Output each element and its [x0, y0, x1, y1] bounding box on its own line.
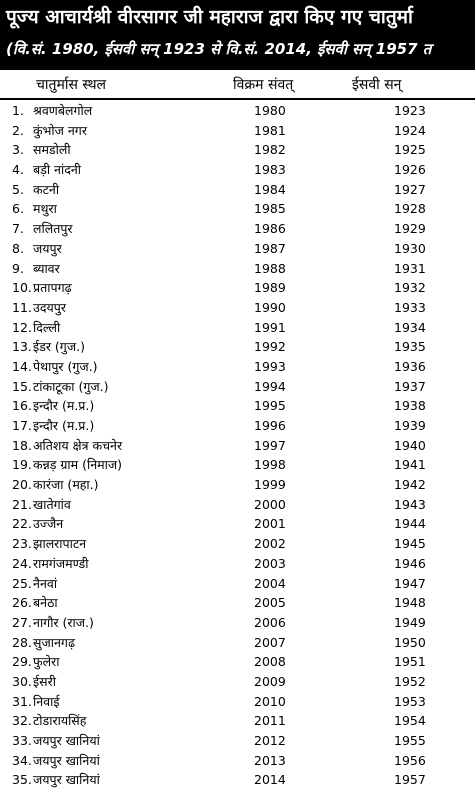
page-title: पूज्य आचार्यश्री वीरसागर जी महाराज द्वारा किए गए चातुर्मा	[6, 6, 413, 28]
row-vikram-samvat: 1988	[254, 260, 286, 276]
row-isvi-san: 1934	[394, 319, 426, 335]
row-place: जयपुर खानियां	[33, 772, 100, 788]
row-vikram-samvat: 2004	[254, 575, 286, 591]
table-row	[0, 416, 475, 436]
row-place: समडोली	[33, 142, 71, 158]
table-row	[0, 593, 475, 613]
row-place: नैनवां	[33, 575, 58, 591]
table-row	[0, 770, 475, 790]
row-isvi-san: 1927	[394, 181, 426, 197]
row-place: टोडारायसिंह	[33, 713, 87, 729]
row-number: 15.	[12, 378, 32, 394]
row-place: जयपुर	[33, 240, 62, 256]
row-vikram-samvat: 1991	[254, 319, 286, 335]
row-place: कुंभोज नगर	[33, 122, 87, 138]
row-place: जयपुर खानियां	[33, 752, 100, 768]
row-number: 10.	[12, 280, 32, 296]
table-row	[0, 239, 475, 259]
row-isvi-san: 1948	[394, 595, 426, 611]
table-row	[0, 396, 475, 416]
table-row	[0, 259, 475, 279]
table-row	[0, 613, 475, 633]
row-vikram-samvat: 2003	[254, 555, 286, 571]
row-isvi-san: 1924	[394, 122, 426, 138]
row-vikram-samvat: 1981	[254, 122, 286, 138]
row-place: मथुरा	[33, 201, 57, 217]
table-row	[0, 357, 475, 377]
row-place: खातेगांव	[33, 496, 71, 512]
column-header-place: चातुर्मास स्थल	[36, 77, 107, 93]
row-vikram-samvat: 1993	[254, 358, 286, 374]
row-isvi-san: 1938	[394, 398, 426, 414]
table-row	[0, 318, 475, 338]
row-number: 34.	[12, 752, 32, 768]
row-isvi-san: 1940	[394, 437, 426, 453]
row-number: 28.	[12, 634, 32, 650]
header-banner	[0, 0, 475, 70]
row-isvi-san: 1935	[394, 339, 426, 355]
row-vikram-samvat: 2006	[254, 614, 286, 630]
row-vikram-samvat: 1999	[254, 477, 286, 493]
table-row	[0, 101, 475, 121]
table-row	[0, 377, 475, 397]
row-isvi-san: 1944	[394, 516, 426, 532]
row-isvi-san: 1939	[394, 418, 426, 433]
table-row	[0, 278, 475, 298]
row-place: नागौर (राज.)	[33, 614, 94, 630]
row-number: 25.	[12, 575, 32, 591]
row-number: 33.	[12, 733, 32, 748]
row-number: 5.	[12, 181, 24, 197]
row-place: बड़ी नांदनी	[33, 162, 82, 178]
row-isvi-san: 1933	[394, 299, 426, 315]
row-place: प्रतापगढ़	[33, 280, 72, 296]
table-row	[0, 731, 475, 751]
row-vikram-samvat: 1987	[254, 240, 286, 256]
row-isvi-san: 1932	[394, 280, 426, 296]
row-isvi-san: 1946	[394, 555, 426, 571]
table-body	[0, 101, 475, 790]
table-row	[0, 436, 475, 456]
row-place: इन्दौर (म.प्र.)	[33, 398, 95, 414]
row-isvi-san: 1930	[394, 240, 426, 256]
row-number: 17.	[12, 418, 32, 433]
table-row	[0, 455, 475, 475]
row-vikram-samvat: 2010	[254, 693, 286, 709]
row-isvi-san: 1928	[394, 201, 426, 217]
row-vikram-samvat: 1994	[254, 378, 286, 394]
row-number: 7.	[12, 221, 24, 237]
row-place: ईसरी	[33, 673, 56, 689]
row-place: कारंजा (महा.)	[33, 477, 99, 493]
row-vikram-samvat: 2012	[254, 733, 286, 748]
row-place: फुलेरा	[33, 654, 60, 670]
row-number: 11.	[12, 299, 32, 315]
row-place: ललितपुर	[33, 221, 73, 237]
row-number: 32.	[12, 713, 32, 729]
table-row	[0, 672, 475, 692]
table-row	[0, 692, 475, 712]
row-isvi-san: 1943	[394, 496, 426, 512]
row-vikram-samvat: 1983	[254, 162, 286, 178]
row-number: 26.	[12, 595, 32, 611]
row-number: 13.	[12, 339, 32, 355]
row-isvi-san: 1957	[394, 772, 426, 788]
row-isvi-san: 1936	[394, 358, 426, 374]
row-place: उदयपुर	[33, 299, 66, 315]
row-isvi-san: 1926	[394, 162, 426, 178]
table-row	[0, 514, 475, 534]
row-isvi-san: 1929	[394, 221, 426, 237]
row-number: 16.	[12, 398, 32, 414]
table-row	[0, 751, 475, 771]
row-isvi-san: 1925	[394, 142, 426, 158]
page-subtitle: (वि.सं. 1980, ईसवी सन् 1923 से वि.सं. 2014, ईसवी सन् 1957 त	[6, 40, 432, 58]
table-row	[0, 534, 475, 554]
row-place: इन्दौर (म.प्र.)	[33, 418, 95, 433]
row-vikram-samvat: 1997	[254, 437, 286, 453]
row-isvi-san: 1942	[394, 477, 426, 493]
row-vikram-samvat: 1995	[254, 398, 286, 414]
row-vikram-samvat: 1986	[254, 221, 286, 237]
table-row	[0, 574, 475, 594]
row-number: 21.	[12, 496, 32, 512]
row-number: 22.	[12, 516, 32, 532]
row-place: पेथापुर (गुज.)	[33, 358, 98, 374]
table-row	[0, 121, 475, 141]
row-vikram-samvat: 1998	[254, 457, 286, 473]
row-isvi-san: 1953	[394, 693, 426, 709]
row-place: अतिशय क्षेत्र कचनेर	[33, 437, 123, 453]
table-row	[0, 337, 475, 357]
row-isvi-san: 1951	[394, 654, 426, 670]
row-place: कटनी	[33, 181, 60, 197]
row-number: 4.	[12, 162, 24, 178]
row-vikram-samvat: 2013	[254, 752, 286, 768]
table-row	[0, 711, 475, 731]
table-row	[0, 495, 475, 515]
row-vikram-samvat: 2002	[254, 536, 286, 552]
row-number: 2.	[12, 122, 24, 138]
row-isvi-san: 1956	[394, 752, 426, 768]
row-isvi-san: 1950	[394, 634, 426, 650]
row-vikram-samvat: 1980	[254, 103, 286, 118]
table-row	[0, 633, 475, 653]
row-vikram-samvat: 2014	[254, 772, 286, 788]
table-row	[0, 554, 475, 574]
row-number: 35.	[12, 772, 32, 788]
row-vikram-samvat: 1996	[254, 418, 286, 433]
row-vikram-samvat: 1985	[254, 201, 286, 217]
row-place: टांकाटूका (गुज.)	[33, 378, 109, 394]
row-place: दिल्ली	[33, 319, 61, 335]
row-number: 20.	[12, 477, 32, 493]
row-number: 8.	[12, 240, 24, 256]
row-place: उज्जैन	[33, 516, 64, 532]
table-row	[0, 140, 475, 160]
row-number: 3.	[12, 142, 24, 158]
row-isvi-san: 1923	[394, 103, 426, 118]
row-number: 6.	[12, 201, 24, 217]
row-vikram-samvat: 1990	[254, 299, 286, 315]
row-isvi-san: 1955	[394, 733, 426, 748]
table-row	[0, 180, 475, 200]
row-vikram-samvat: 2008	[254, 654, 286, 670]
row-place: रामगंजमण्डी	[33, 555, 89, 571]
row-vikram-samvat: 1982	[254, 142, 286, 158]
row-vikram-samvat: 1989	[254, 280, 286, 296]
row-isvi-san: 1947	[394, 575, 426, 591]
row-number: 29.	[12, 654, 32, 670]
row-vikram-samvat: 2001	[254, 516, 286, 532]
row-vikram-samvat: 2009	[254, 673, 286, 689]
table-row	[0, 199, 475, 219]
column-header-vikram-samvat: विक्रम संवत्	[233, 77, 294, 93]
row-isvi-san: 1941	[394, 457, 426, 473]
row-place: श्रवणबेलगोल	[33, 103, 93, 118]
row-isvi-san: 1931	[394, 260, 426, 276]
row-number: 31.	[12, 693, 32, 709]
table-header	[0, 70, 475, 100]
row-place: बनेठा	[33, 595, 58, 611]
row-number: 9.	[12, 260, 24, 276]
row-number: 27.	[12, 614, 32, 630]
row-isvi-san: 1945	[394, 536, 426, 552]
table-row	[0, 298, 475, 318]
row-isvi-san: 1949	[394, 614, 426, 630]
row-vikram-samvat: 2007	[254, 634, 286, 650]
row-isvi-san: 1952	[394, 673, 426, 689]
row-place: निवाई	[33, 693, 60, 709]
row-number: 18.	[12, 437, 32, 453]
row-number: 24.	[12, 555, 32, 571]
row-place: झालरापाटन	[33, 536, 87, 552]
row-vikram-samvat: 2000	[254, 496, 286, 512]
row-number: 19.	[12, 457, 32, 473]
row-vikram-samvat: 2011	[254, 713, 286, 729]
row-place: ईडर (गुज.)	[33, 339, 85, 355]
table-row	[0, 160, 475, 180]
row-vikram-samvat: 1984	[254, 181, 286, 197]
row-number: 1.	[12, 103, 24, 118]
row-vikram-samvat: 1992	[254, 339, 286, 355]
row-place: कन्नड़ ग्राम (निमाज)	[33, 457, 123, 473]
row-number: 12.	[12, 319, 32, 335]
row-number: 14.	[12, 358, 32, 374]
row-place: जयपुर खानियां	[33, 733, 100, 748]
table-row	[0, 475, 475, 495]
row-number: 23.	[12, 536, 32, 552]
table-row	[0, 219, 475, 239]
table-row	[0, 652, 475, 672]
row-number: 30.	[12, 673, 32, 689]
row-isvi-san: 1954	[394, 713, 426, 729]
row-isvi-san: 1937	[394, 378, 426, 394]
column-header-isvi-san: ईसवी सन्	[352, 77, 402, 93]
row-vikram-samvat: 2005	[254, 595, 286, 611]
row-place: ब्यावर	[33, 260, 60, 276]
row-place: सुजानगढ़	[33, 634, 75, 650]
